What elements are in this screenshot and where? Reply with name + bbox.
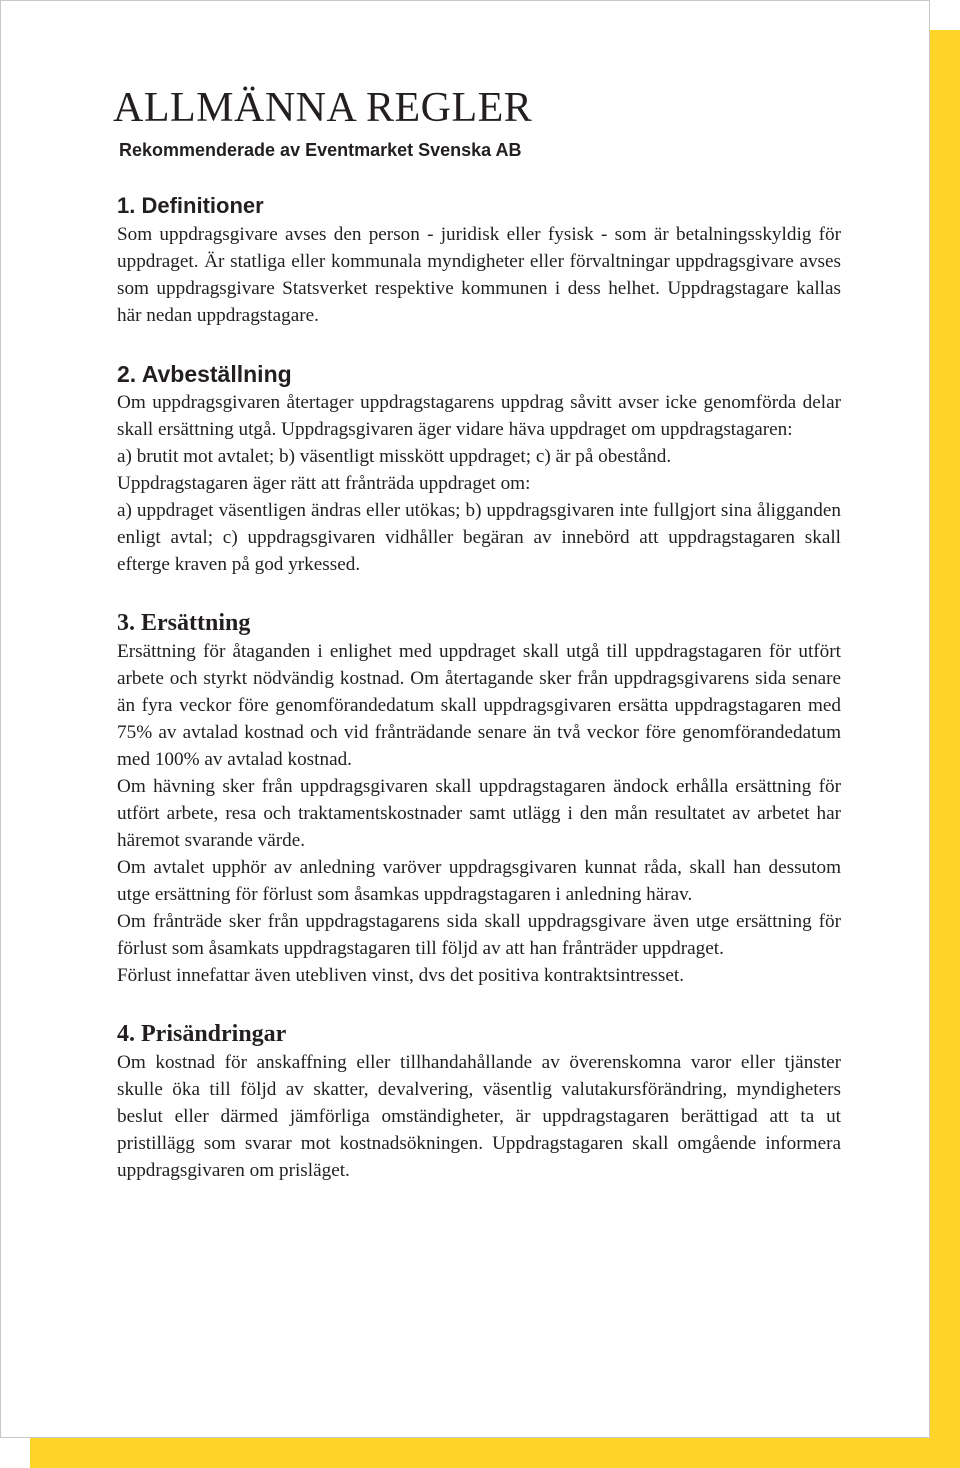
section-paragraph: Ersättning för åtaganden i enlighet med uppdraget skall utgå till uppdragstagaren för utfört arbete och styrkt nödvändig kostnad. Om återtagande sker från uppdragsgivarens sida senare än fyra veckor före genomförandedatum skall uppdragsgivaren ersätta uppdragstagaren med 75% av avtalad kostnad och vid frånträdande senare än två veckor före genomförandedatum med 100% av avtalad kostnad. <box>117 641 841 770</box>
section-heading: 3. Ersättning <box>117 610 251 636</box>
section-ersattning <box>117 608 841 989</box>
section-paragraph: Om uppdragsgivaren återtager uppdragstagarens uppdrag såvitt avser icke genomförda delar skall ersättning utgå. Uppdragsgivaren äger vidare häva uppdraget om uppdragstagaren: <box>117 392 841 440</box>
document-subtitle: Rekommenderade av Eventmarket Svenska AB <box>119 140 522 160</box>
section-avbestallning <box>117 359 841 578</box>
document-content <box>113 83 841 1184</box>
document-title: ALLMÄNNA REGLER <box>113 85 533 131</box>
section-paragraph: Om kostnad för anskaffning eller tillhandahållande av överenskomna varor eller tjänster skulle öka till följd av skatter, devalvering, väsentlig valutakursförändring, myndigheters beslut eller därmed jämförliga omständigheter, är uppdragstagaren berättigad att ta ut pristillägg som svarar mot kostnadsökningen. Uppdragstagaren skall omgående informera uppdragsgivaren om prisläget. <box>117 1052 841 1181</box>
section-paragraph: a) brutit mot avtalet; b) väsentligt misskött uppdraget; c) är på obestånd. <box>117 446 672 467</box>
section-heading: 1. Definitioner <box>117 193 264 218</box>
section-paragraph: Om frånträde sker från uppdragstagarens sida skall uppdragsgivare även utge ersättning för förlust som åsamkats uppdragstagaren till följd av att han frånträder uppdraget. <box>117 911 841 959</box>
section-paragraph: Om hävning sker från uppdragsgivaren skall uppdragstagaren ändock erhålla ersättning för utfört arbete, resa och traktamentskostnader samt utlägg i den mån resultatet av arbetet har häremot svarande värde. <box>117 776 841 851</box>
section-prisandringar <box>117 1019 841 1184</box>
section-paragraph: Förlust innefattar även utebliven vinst, dvs det positiva kontraktsintresset. <box>117 965 684 986</box>
section-heading: 4. Prisändringar <box>117 1021 287 1047</box>
section-paragraph: Uppdragstagaren äger rätt att frånträda uppdraget om: <box>117 473 531 494</box>
section-heading: 2. Avbeställning <box>117 361 292 387</box>
section-definitioner <box>117 191 841 329</box>
section-paragraph: Om avtalet upphör av anledning varöver uppdragsgivaren kunnat råda, skall han dessutom utge ersättning för förlust som åsamkas uppdragstagaren i anledning härav. <box>117 857 841 905</box>
section-paragraph: a) uppdraget väsentligen ändras eller utökas; b) uppdragsgivaren inte fullgjort sina åligganden enligt avtal; c) uppdragsgivaren vidhåller begäran av innebörd att uppdragstagaren skall efterge kraven på god yrkessed. <box>117 500 841 575</box>
section-paragraph: Som uppdragsgivare avses den person - juridisk eller fysisk - som är betalningsskyldig för uppdraget. Är statliga eller kommunala myndigheter eller förvaltningar uppdragsgivare avses som uppdragsgivare Statsverket respektive kommunen i dess helhet. Uppdragstagare kallas här nedan uppdragstagare. <box>117 224 841 326</box>
